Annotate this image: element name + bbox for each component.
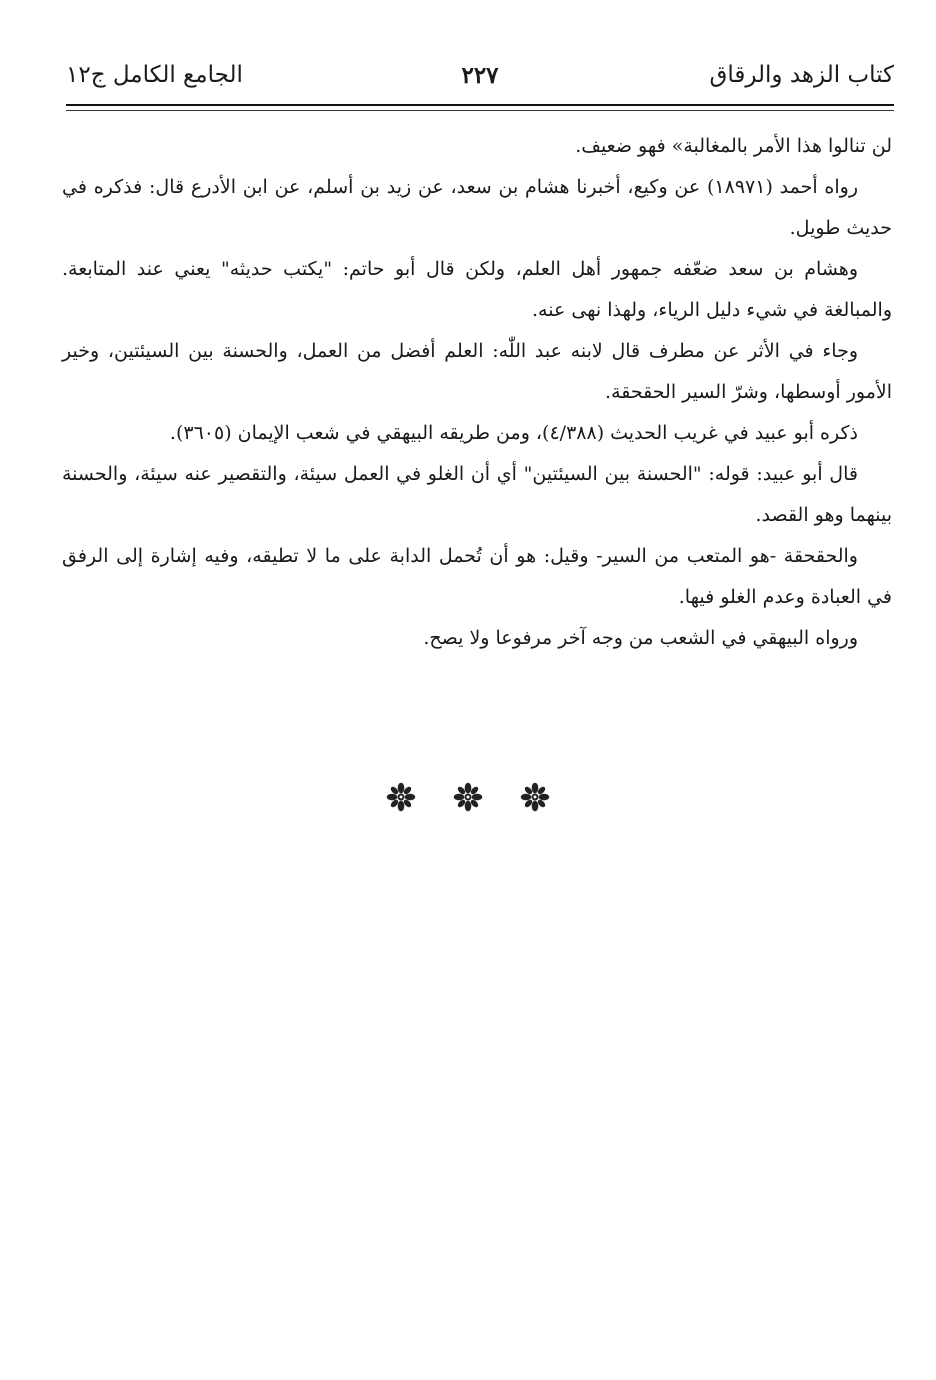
paragraph-2: رواه أحمد (١٨٩٧١) عن وكيع، أخبرنا هشام بن سعد، عن زيد بن أسلم، عن ابن الأدرع قال: فذكره في حديث طويل. bbox=[62, 176, 892, 239]
section-end-ornaments bbox=[0, 782, 936, 812]
running-header bbox=[66, 60, 894, 100]
paragraph-6: قال أبو عبيد: قوله: "الحسنة بين السيئتين" أي أن الغلو في العمل سيئة، والتقصير عنه سيئة، والحسنة بينهما وهو القصد. bbox=[62, 463, 892, 526]
header-volume: الجامع الكامل ج١٢ bbox=[66, 62, 243, 88]
paragraph-1: لن تنالوا هذا الأمر بالمغالبة» فهو ضعيف. bbox=[575, 135, 892, 157]
page-number: ٢٢٧ bbox=[461, 62, 499, 89]
paragraph-4: وجاء في الأثر عن مطرف قال لابنه عبد اللّٰه: العلم أفضل من العمل، والحسنة بين السيئتين، وخير الأمور أوسطها، وشرّ السير الحقحقة. bbox=[62, 340, 892, 403]
header-book-title: كتاب الزهد والرقاق bbox=[709, 62, 894, 88]
flower-ornament-icon bbox=[520, 782, 550, 812]
paragraph-8: ورواه البيهقي في الشعب من وجه آخر مرفوعا ولا يصح. bbox=[423, 627, 858, 649]
paragraph-7: والحقحقة -هو المتعب من السير- وقيل: هو أن تُحمل الدابة على ما لا تطيقه، وفيه إشارة إلى الرفق في العبادة وعدم الغلو فيها. bbox=[62, 545, 892, 608]
paragraph-3: وهشام بن سعد ضعّفه جمهور أهل العلم، ولكن قال أبو حاتم: "يكتب حديثه" يعني عند المتابعة. والمبالغة في شيء دليل الرياء، ولهذا نهى عنه. bbox=[62, 258, 892, 321]
header-rule-thin bbox=[66, 110, 894, 111]
body-text bbox=[62, 126, 892, 659]
header-rule-thick bbox=[66, 104, 894, 106]
flower-ornament-icon bbox=[453, 782, 483, 812]
paragraph-5: ذكره أبو عبيد في غريب الحديث (٤/٣٨٨)، ومن طريقه البيهقي في شعب الإيمان (٣٦٠٥). bbox=[169, 422, 858, 444]
flower-ornament-icon bbox=[386, 782, 416, 812]
